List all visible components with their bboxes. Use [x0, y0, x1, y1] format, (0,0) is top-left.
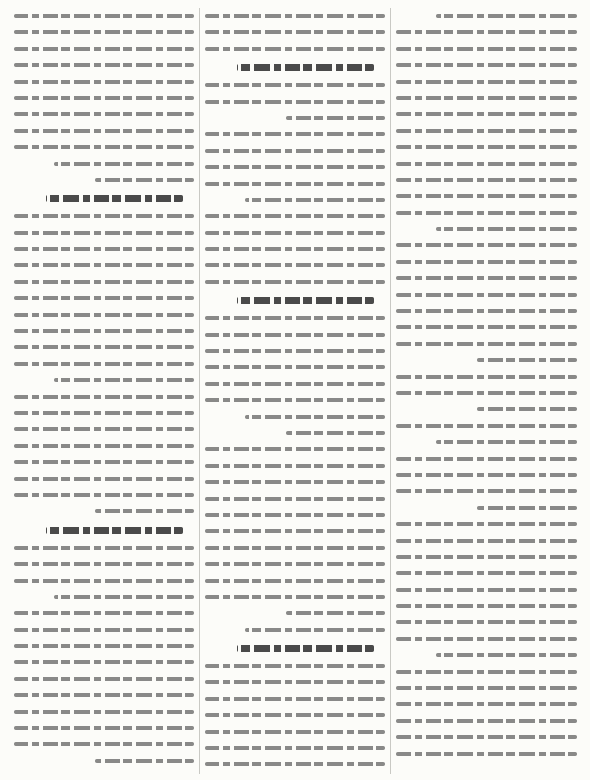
text-line [396, 385, 577, 401]
text-line [396, 237, 577, 253]
text-line [14, 573, 194, 589]
text-line [396, 221, 577, 237]
text-line [396, 156, 577, 172]
text-line [396, 664, 577, 680]
text-line [14, 172, 194, 188]
text-line [396, 123, 577, 139]
text-line [14, 654, 194, 670]
text-line [396, 188, 577, 204]
text-line [205, 143, 385, 159]
text-line [14, 454, 194, 470]
text-line [205, 589, 385, 605]
text-line [396, 287, 577, 303]
text-line [205, 126, 385, 142]
text-line [14, 438, 194, 454]
text-line [205, 724, 385, 740]
text-line [14, 8, 194, 24]
text-line [396, 57, 577, 73]
text-line [14, 57, 194, 73]
text-line [14, 323, 194, 339]
text-line [14, 520, 194, 540]
text-line [205, 274, 385, 290]
text-line [205, 658, 385, 674]
column-right [391, 8, 582, 774]
text-line [205, 392, 385, 408]
text-line [396, 451, 577, 467]
text-line [205, 8, 385, 24]
text-line [14, 589, 194, 605]
text-line [205, 376, 385, 392]
text-line [396, 500, 577, 516]
text-line [14, 74, 194, 90]
text-line [205, 707, 385, 723]
text-line [14, 123, 194, 139]
text-line [205, 458, 385, 474]
text-line [396, 254, 577, 270]
text-line [205, 94, 385, 110]
text-line [14, 605, 194, 621]
text-line [205, 441, 385, 457]
text-line [396, 434, 577, 450]
text-line [396, 336, 577, 352]
text-line [205, 327, 385, 343]
text-line [205, 756, 385, 772]
text-line [205, 540, 385, 556]
text-line [14, 687, 194, 703]
text-line [396, 24, 577, 40]
text-line [396, 352, 577, 368]
text-line [14, 503, 194, 519]
text-line [14, 24, 194, 40]
text-line [14, 487, 194, 503]
text-line [14, 139, 194, 155]
text-line [205, 474, 385, 490]
text-line [205, 24, 385, 40]
text-line [396, 74, 577, 90]
text-line [14, 339, 194, 355]
text-line [205, 622, 385, 638]
text-line [14, 405, 194, 421]
text-line [205, 523, 385, 539]
text-line [396, 303, 577, 319]
text-line [396, 647, 577, 663]
text-line [396, 483, 577, 499]
text-line [14, 356, 194, 372]
text-line [205, 192, 385, 208]
text-line [14, 720, 194, 736]
text-line [14, 704, 194, 720]
text-line [14, 736, 194, 752]
text-line [396, 729, 577, 745]
text-line [396, 41, 577, 57]
text-line [396, 565, 577, 581]
text-line [396, 205, 577, 221]
text-line [14, 225, 194, 241]
text-line [205, 491, 385, 507]
text-line [205, 159, 385, 175]
text-line [14, 638, 194, 654]
text-line [14, 556, 194, 572]
text-line [14, 274, 194, 290]
text-line [205, 691, 385, 707]
text-line [396, 533, 577, 549]
text-line [205, 409, 385, 425]
column-middle [200, 8, 391, 774]
text-line [396, 172, 577, 188]
text-line [14, 257, 194, 273]
text-line [14, 156, 194, 172]
text-line [396, 631, 577, 647]
text-line [396, 8, 577, 24]
text-line [205, 310, 385, 326]
text-line [14, 753, 194, 769]
text-line [396, 713, 577, 729]
text-line [205, 359, 385, 375]
text-line [14, 421, 194, 437]
text-line [14, 372, 194, 388]
text-line [396, 467, 577, 483]
text-line [396, 598, 577, 614]
text-line [205, 638, 385, 658]
text-line [396, 270, 577, 286]
text-line [396, 746, 577, 762]
text-line [205, 507, 385, 523]
text-line [396, 582, 577, 598]
text-line [205, 425, 385, 441]
text-line [14, 241, 194, 257]
text-line [396, 319, 577, 335]
text-line [14, 106, 194, 122]
text-line [396, 418, 577, 434]
text-line [205, 241, 385, 257]
text-line [205, 257, 385, 273]
text-line [205, 57, 385, 77]
text-line [396, 90, 577, 106]
text-line [14, 290, 194, 306]
text-line [205, 674, 385, 690]
text-line [205, 110, 385, 126]
text-line [205, 176, 385, 192]
text-line [14, 540, 194, 556]
text-line [396, 369, 577, 385]
text-line [205, 343, 385, 359]
text-line [396, 614, 577, 630]
text-line [205, 605, 385, 621]
text-line [14, 389, 194, 405]
text-columns [8, 8, 582, 774]
text-line [205, 77, 385, 93]
text-line [14, 188, 194, 208]
text-line [205, 740, 385, 756]
text-line [14, 471, 194, 487]
column-left [9, 8, 200, 774]
text-line [205, 573, 385, 589]
text-line [396, 516, 577, 532]
text-line [205, 290, 385, 310]
text-line [396, 696, 577, 712]
text-line [396, 401, 577, 417]
text-line [205, 556, 385, 572]
text-line [205, 208, 385, 224]
text-line [14, 622, 194, 638]
text-line [205, 225, 385, 241]
text-line [14, 90, 194, 106]
text-line [14, 671, 194, 687]
text-line [396, 139, 577, 155]
text-line [205, 41, 385, 57]
text-line [396, 680, 577, 696]
text-line [396, 106, 577, 122]
text-line [14, 208, 194, 224]
text-line [14, 41, 194, 57]
text-line [14, 307, 194, 323]
text-line [396, 549, 577, 565]
